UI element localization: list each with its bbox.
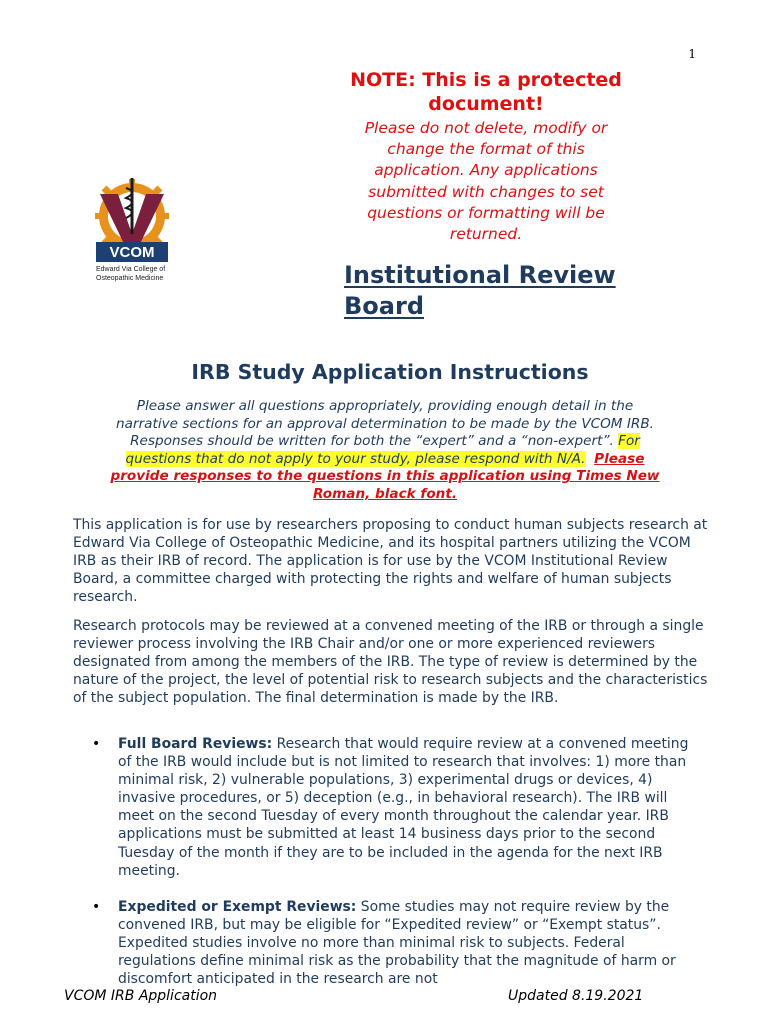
section-heading: IRB Study Application Instructions bbox=[191, 360, 589, 384]
note-body-line: submitted with changes to set bbox=[368, 182, 604, 201]
bullet-title: Expedited or Exempt Reviews: bbox=[118, 899, 357, 915]
page-number: 1 bbox=[688, 47, 696, 61]
note-body-line: questions or formatting will be bbox=[367, 203, 605, 222]
bullet-expedited-exempt bbox=[92, 898, 712, 990]
font-requirement-text: Please bbox=[594, 450, 645, 467]
bullet-dot: • bbox=[92, 899, 101, 915]
bullet-dot: • bbox=[92, 736, 101, 752]
note-body-line: returned. bbox=[449, 225, 523, 244]
instructions-line bbox=[60, 433, 710, 451]
bullet-body: Research that would require review at a convened meeting of the IRB would include but is not limited to research that involves: 1) more than minimal risk, 2) vulnerable populations, 3) experimental drugs or devices, 4) invasive procedures, or 5) deception (e.g., in behavioral research). The IRB will meet on the second Tuesday of every month throughout the calendar year. IRB applications must be submitted at least 14 business days prior to the second Tuesday of the month if they are to be included in the agenda for the next IRB meeting. bbox=[118, 736, 689, 879]
review-process-paragraph: Research protocols may be reviewed at a convened meeting of the IRB or through a single reviewer process involving the IRB Chair and/or one or more experienced reviewers designated from among the members of the IRB. The type of review is determined by the nature of the project, the level of potential risk to research subjects and the characteristics of the subject population. The final determination is made by the IRB. bbox=[73, 618, 708, 707]
instructions-line bbox=[60, 468, 710, 486]
document-title-line-1: Institutional Review bbox=[344, 261, 616, 289]
note-body-line: application. Any applications bbox=[374, 161, 598, 180]
footer-updated-date: Updated 8.19.2021 bbox=[508, 988, 644, 1004]
protected-document-note bbox=[330, 68, 642, 245]
bullet-text bbox=[118, 898, 696, 990]
bullet-title: Full Board Reviews: bbox=[118, 736, 273, 752]
document-title bbox=[344, 260, 664, 322]
instructions-line: narrative sections for an approval determination to be made by the VCOM IRB. bbox=[116, 415, 654, 432]
note-body-line: Please do not delete, modify or bbox=[364, 119, 608, 137]
instructions-line: Please answer all questions appropriately, providing enough detail in the bbox=[136, 398, 634, 414]
note-title bbox=[330, 68, 642, 116]
vcom-logo-graphic bbox=[92, 176, 176, 284]
highlighted-text: For bbox=[618, 433, 640, 450]
note-body-line: change the format of this bbox=[387, 140, 585, 159]
note-title-line-1: NOTE: This is a protected bbox=[350, 69, 622, 91]
highlighted-text: questions that do not apply to your study, please respond with N/A. bbox=[125, 450, 586, 467]
document-title-line-2: Board bbox=[344, 292, 424, 320]
bullet-text bbox=[118, 735, 696, 880]
logo-subtitle-1: Edward Via College of bbox=[96, 266, 166, 273]
font-requirement-text: Roman, black font. bbox=[312, 485, 458, 502]
instructions-block bbox=[60, 398, 710, 504]
logo-wordmark: VCOM bbox=[109, 244, 155, 261]
footer-title: VCOM IRB Application bbox=[64, 988, 218, 1004]
note-body bbox=[330, 118, 642, 245]
instructions-line bbox=[60, 486, 710, 504]
instructions-line bbox=[60, 451, 710, 469]
logo-subtitle-2: Osteopathic Medicine bbox=[96, 275, 164, 282]
instructions-text: Responses should be written for both the “expert” and a “non-expert”. bbox=[130, 433, 619, 450]
note-title-line-2: document! bbox=[428, 93, 544, 115]
bullet-body: Some studies may not require review by the convened IRB, but may be eligible for “Expedited review” or “Exempt status”. Expedited studies involve no more than minimal risk to subjects. Federal regulations define minimal risk as the probability that the magnitude of harm or discomfort anticipated in the research are not bbox=[118, 899, 676, 988]
intro-paragraph: This application is for use by researchers proposing to conduct human subjects research at Edward Via College of Osteopathic Medicine, and its hospital partners utilizing the VCOM IRB as their IRB of record. The application is for use by the VCOM Institutional Review Board, a committee charged with protecting the rights and welfare of human subjects research. bbox=[73, 517, 708, 606]
vcom-logo bbox=[92, 176, 176, 284]
font-requirement-text: provide responses to the questions in this application using Times New bbox=[110, 468, 660, 485]
